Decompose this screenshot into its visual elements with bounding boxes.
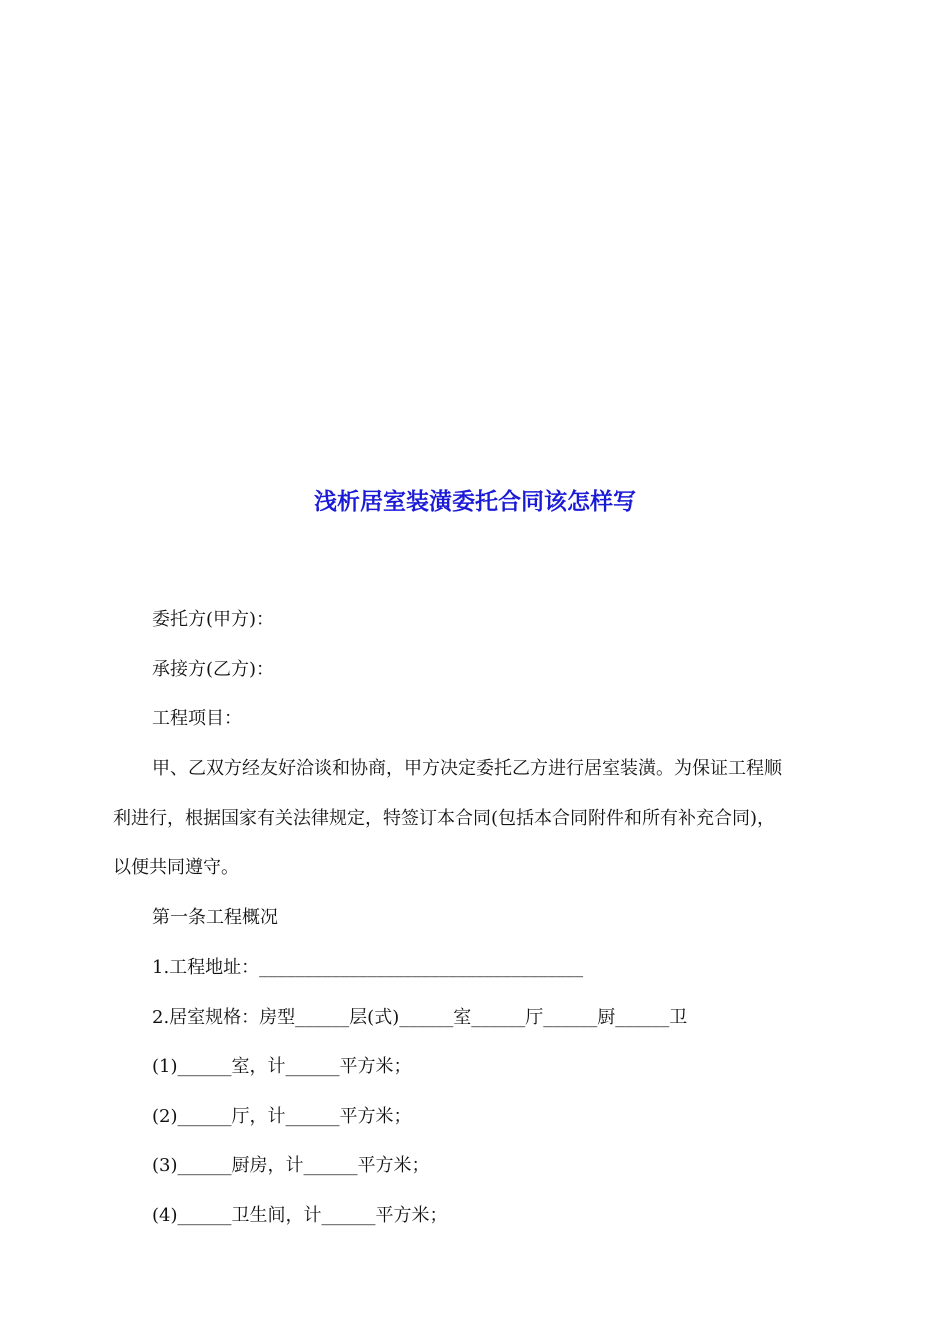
document-title: 浅析居室装潢委托合同该怎样写 xyxy=(314,489,636,515)
party-a-line: 委托方(甲方)： xyxy=(152,609,275,630)
room-item-3: (3)______厨房，计______平方米； xyxy=(152,1155,430,1176)
intro-paragraph-line-2: 利进行，根据国家有关法律规定，特签订本合同(包括本合同附件和所有补充合同)， xyxy=(113,808,776,829)
article-one-heading: 第一条工程概况 xyxy=(152,907,278,928)
room-item-4: (4)______卫生间，计______平方米； xyxy=(152,1205,448,1226)
room-item-1: (1)______室，计______平方米； xyxy=(152,1056,412,1077)
intro-paragraph-line-1: 甲、乙双方经友好洽谈和协商，甲方决定委托乙方进行居室装潢。为保证工程顺 xyxy=(152,758,782,779)
party-b-line: 承接方(乙方)： xyxy=(152,659,275,680)
project-line: 工程项目： xyxy=(152,708,242,729)
room-item-2: (2)______厅，计______平方米； xyxy=(152,1106,412,1127)
intro-paragraph-line-3: 以便共同遵守。 xyxy=(113,857,239,878)
project-address-line: 1.工程地址：____________________________________ xyxy=(152,957,584,978)
room-spec-line: 2.居室规格：房型______层(式)______室______厅______厨______卫 xyxy=(152,1007,688,1028)
